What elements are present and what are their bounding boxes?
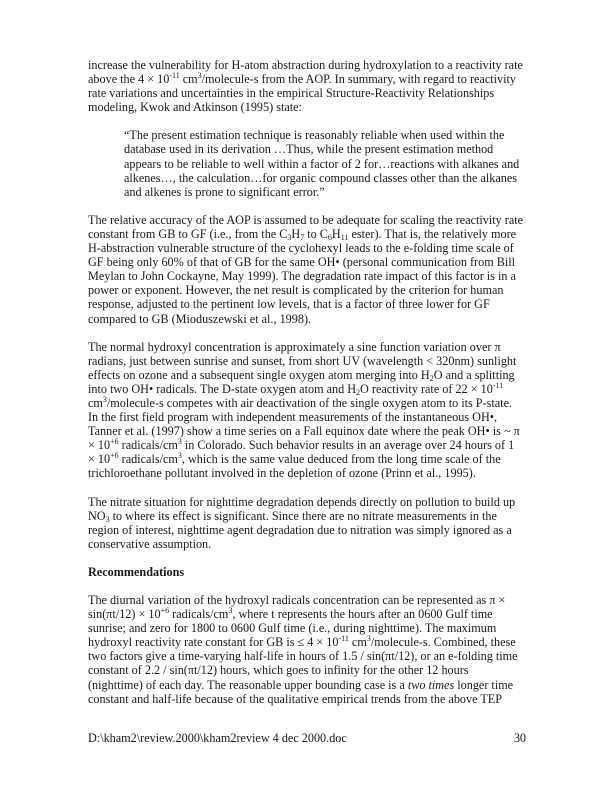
text-line: increase the vulnerability for H-atom abstraction during hydroxylation to a reactivity rate: [88, 58, 523, 72]
text-line: region of interest, nighttime agent degradation due to nitration was simply ignored as a: [88, 522, 512, 537]
text-line: The diurnal variation of the hydroxyl radicals concentration can be represented as π ×: [88, 593, 506, 607]
text-line: constant of 2.2 / sin(πt/12) hours, which goes to infinity for the other 12 hours: [88, 663, 469, 678]
paragraph-reactivity-intro: [88, 58, 528, 114]
text-line: trichloroethane pollutant involved in the depletion of ozone (Prinn et al., 1995).: [88, 466, 476, 481]
text-line: sunrise; and zero for 1800 to 0600 Gulf time (i.e., during nighttime). The maximum: [88, 621, 497, 636]
text-line: The normal hydroxyl concentration is approximately a sine function variation over π: [88, 339, 501, 354]
paragraph-diurnal-variation: [88, 593, 528, 706]
text-line: Tanner et al. (1997) show a time series on a Fall equinox date where the peak OH• is ~ π: [88, 424, 520, 439]
quote-line: alkenes…, the calculation…for organic compound classes other than the alkanes: [124, 170, 518, 185]
text-line: response, adjusted to the pertinent low levels, that is a factor of three lower for GF: [88, 297, 490, 312]
text-line: into two OH• radicals. The D-state oxygen atom and $H_2O$ reactivity rate of $22 \times 10^{-11}$: [88, 380, 504, 397]
text-line: conservative assumption.: [88, 536, 212, 551]
text-line: rate variations and uncertainties in the empirical Structure-Reactivity Relationships: [88, 86, 495, 101]
quote-line: database used in its derivation …Thus, while the present estimation method: [124, 142, 494, 157]
text-line: constant from GB to GF (i.e., from the $C_3H_7$ to $C_6H_{11}$ ester). That is, the relatively more: [88, 226, 517, 242]
text-line: The relative accuracy of the AOP is assumed to be adequate for scaling the reactivity rate: [88, 212, 524, 227]
text-line: power or exponent. However, the net result is complicated by the criterion for human: [88, 283, 504, 298]
paragraph-nitrate: [88, 495, 528, 551]
quote-line: appears to be reliable to well within a factor of 2 for…reactions with alkanes and: [124, 156, 520, 171]
block-quote: [124, 128, 520, 199]
text-line: compared to GB (Mioduszewski et al., 1998).: [88, 311, 312, 326]
footer-file-path: D:\kham2\review.2000\kham2review 4 dec 2000.doc: [88, 731, 347, 745]
document-page: [88, 58, 528, 720]
quote-line: and alkenes is prone to significant error.”: [124, 184, 325, 199]
text-line: above the $4 \times 10^{-11}$ $cm^3/molecule-s$ from the AOP. In summary, with regard to reactivity: [88, 71, 516, 87]
text-line: hydroxyl reactivity rate constant for GB is ≤ $4 \times 10^{-11}$ $cm^3/molecule-s$. Combined, these: [88, 634, 516, 650]
section-heading-recommendations: Recommendations: [88, 564, 185, 579]
paragraph-relative-accuracy: [88, 213, 528, 326]
paragraph-hydroxyl-concentration: [88, 340, 528, 481]
page-footer: [88, 731, 526, 746]
text-line: radians, just between sunrise and sunset, from short UV (wavelength < 320nm) sunlight: [88, 353, 517, 368]
text-line: The nitrate situation for nighttime degradation depends directly on pollution to build up: [88, 494, 516, 509]
text-line: H-abstraction vulnerable structure of the cyclohexyl leads to the e-folding time scale of: [88, 241, 514, 256]
text-line: $\sin(\pi t/12) \times 10^{+6}$ radicals/$cm^3$, where t represents the hours after an 0600 Gulf time: [88, 606, 493, 622]
text-line: two factors give a time-varying half-life in hours of 1.5 / sin(πt/12), or an e-folding time: [88, 649, 518, 664]
text-line: × $10^{+6}$ radicals/$cm^3$ in Colorado. Such behavior results in an average over 24 hours of 1: [88, 437, 515, 453]
text-line: GF being only 60% of that of GB for the same OH• (personal communication from Bill: [88, 255, 516, 270]
text-line: $cm^3/molecule-s$ competes with air deactivation of the single oxygen atom to its P-state.: [88, 394, 513, 410]
text-line: constant and half-life because of the qualitative empirical trends from the above TEP: [88, 691, 502, 706]
text-line: effects on ozone and a subsequent single oxygen atom merging into $H_2O$ and a splitting: [88, 367, 515, 383]
text-line: Meylan to John Cockayne, May 1999). The degradation rate impact of this factor is in a: [88, 269, 516, 284]
quote-line: “The present estimation technique is reasonably reliable when used within the: [124, 128, 505, 143]
text-line: $NO_3$ to where its effect is significant. Since there are no nitrate measurements in the: [88, 508, 497, 524]
text-line: In the first field program with independent measurements of the instantaneous OH•,: [88, 410, 498, 425]
text-line: modeling, Kwok and Atkinson (1995) state:: [88, 100, 302, 115]
text-line: (nighttime) of each day. The reasonable upper bounding case is a two times longer time: [88, 677, 514, 692]
text-line: × $10^{+6}$ radicals/$cm^3$, which is the same value deduced from the long time scale of the: [88, 451, 501, 467]
page-number: 30: [513, 731, 526, 745]
